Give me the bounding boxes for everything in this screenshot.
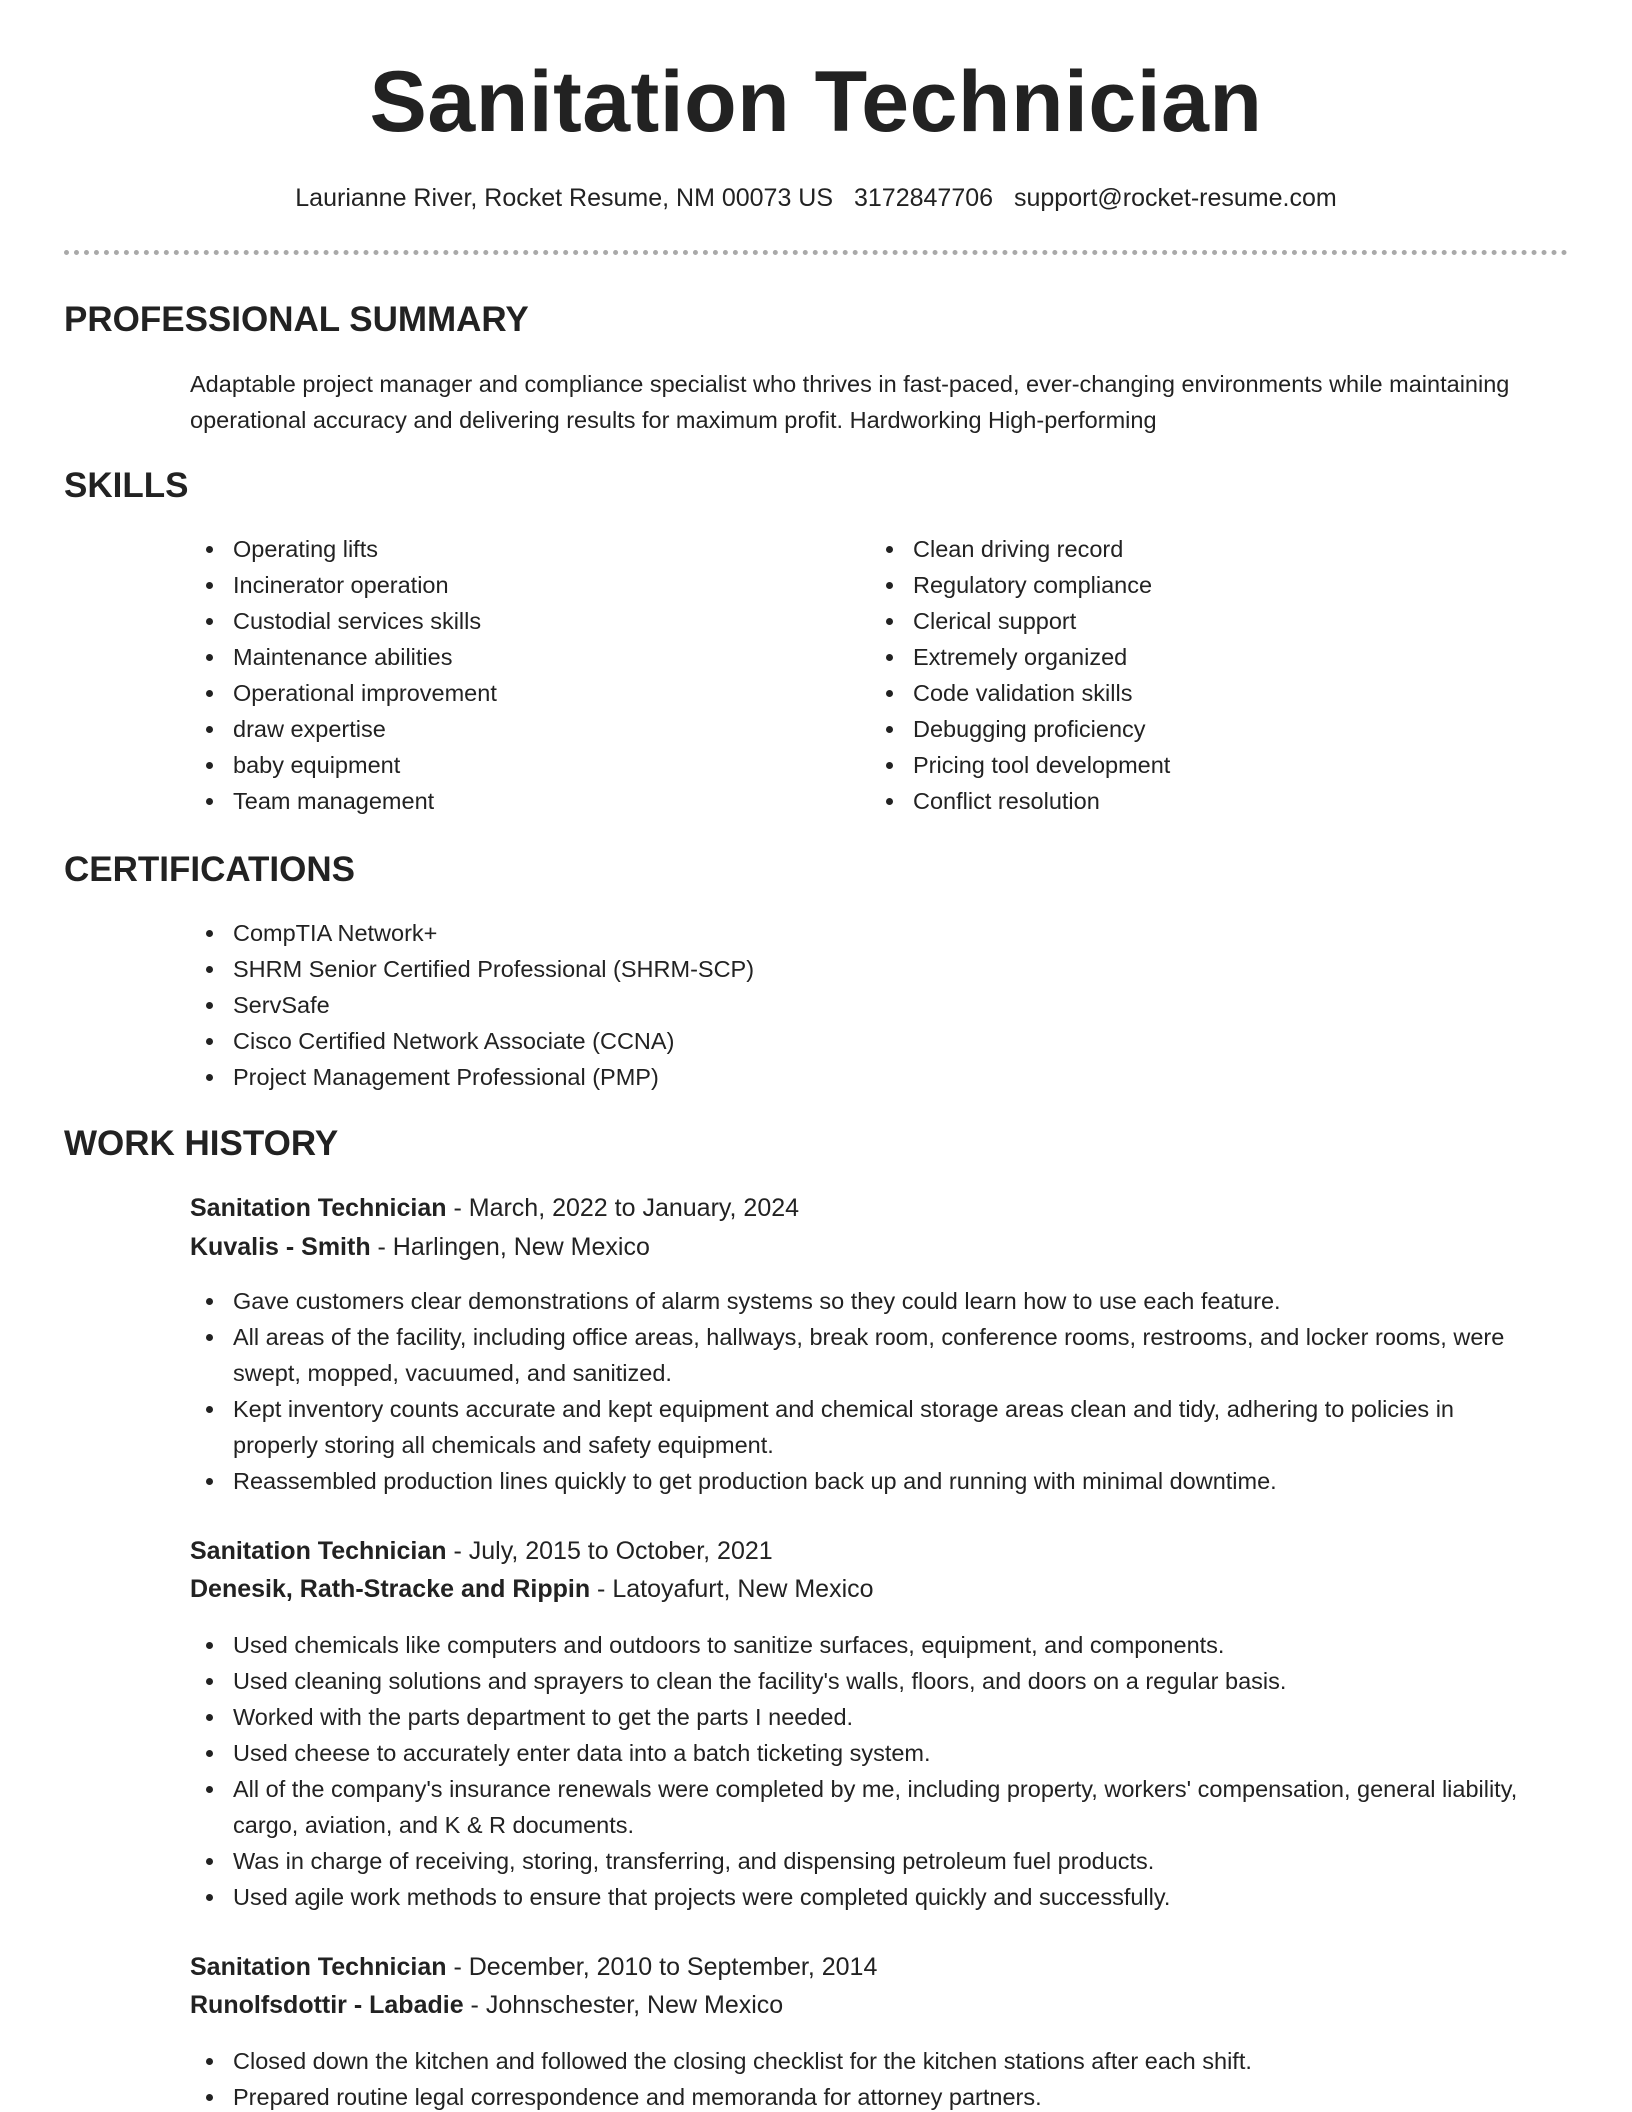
job-duty: Reassembled production lines quickly to get production back up and running with minimal downtime. — [190, 1463, 1535, 1499]
skill-item: Custodial services skills — [190, 603, 830, 639]
job-duty: Used agile work methods to ensure that projects were completed quickly and successfully. — [190, 1879, 1535, 1915]
skill-item: baby equipment — [190, 747, 830, 783]
job-duty: Used chemicals like computers and outdoors to sanitize surfaces, equipment, and components. — [190, 1627, 1535, 1663]
job-duty: Used cleaning solutions and sprayers to clean the facility's walls, floors, and doors on a regular basis. — [190, 1663, 1535, 1699]
job-duty: All of the company's insurance renewals were completed by me, including property, workers' compensation, general liability, cargo, aviation, and K & R documents. — [190, 1771, 1535, 1843]
job-location: - Latoyafurt, New Mexico — [590, 1575, 874, 1603]
job-duty: Was in charge of receiving, storing, transferring, and dispensing petroleum fuel products. — [190, 1843, 1535, 1879]
job-location: - Harlingen, New Mexico — [370, 1233, 650, 1261]
skill-item: draw expertise — [190, 711, 830, 747]
job-duty: Kept inventory counts accurate and kept equipment and chemical storage areas clean and tidy, adhering to policies in properly storing all chemicals and safety equipment. — [190, 1391, 1535, 1463]
job-title: Sanitation Technician — [190, 1537, 447, 1565]
job-duty: Closed down the kitchen and followed the closing checklist for the kitchen stations after each shift. — [190, 2043, 1535, 2079]
contact-email: support@rocket-resume.com — [1014, 184, 1337, 212]
job-company-line — [190, 1986, 783, 2024]
certification-item: Cisco Certified Network Associate (CCNA) — [190, 1023, 1530, 1059]
skill-item: Debugging proficiency — [870, 711, 1530, 747]
resume-name: Sanitation Technician — [369, 54, 1263, 150]
certification-item: SHRM Senior Certified Professional (SHRM-SCP) — [190, 951, 1530, 987]
certification-item: Project Management Professional (PMP) — [190, 1059, 1530, 1095]
skill-item: Extremely organized — [870, 639, 1530, 675]
job-duty: Worked with the parts department to get the parts I needed. — [190, 1699, 1535, 1735]
skill-item: Team management — [190, 783, 830, 819]
summary-text: Adaptable project manager and compliance specialist who thrives in fast-paced, ever-changing environments while maintaining operational accuracy and delivering results for maximum profit. Hardworking High-performing — [190, 371, 1510, 433]
job-location: - Johnschester, New Mexico — [463, 1991, 784, 2019]
job-company: Runolfsdottir - Labadie — [190, 1991, 464, 2019]
skills-list-right — [870, 531, 1530, 819]
certification-item: CompTIA Network+ — [190, 915, 1530, 951]
job-duty: Prepared routine legal correspondence and memoranda for attorney partners. — [190, 2079, 1535, 2112]
job-title: Sanitation Technician — [190, 1194, 447, 1222]
job-duty: Gave customers clear demonstrations of alarm systems so they could learn how to use each feature. — [190, 1283, 1535, 1319]
contact-phone: 3172847706 — [854, 184, 994, 212]
skill-item: Regulatory compliance — [870, 567, 1530, 603]
certification-item: ServSafe — [190, 987, 1530, 1023]
skills-list-left — [190, 531, 830, 819]
skill-item: Operational improvement — [190, 675, 830, 711]
job-title-line — [190, 1189, 799, 1227]
skill-item: Conflict resolution — [870, 783, 1530, 819]
work-history-heading: WORK HISTORY — [64, 1124, 339, 1163]
job-company-line — [190, 1228, 650, 1266]
summary-heading: PROFESSIONAL SUMMARY — [64, 300, 529, 339]
skill-item: Clean driving record — [870, 531, 1530, 567]
job-company: Denesik, Rath-Stracke and Rippin — [190, 1575, 591, 1603]
job-company-line — [190, 1570, 874, 1608]
job-dates: - March, 2022 to January, 2024 — [446, 1194, 800, 1222]
job-title: Sanitation Technician — [190, 1953, 447, 1981]
skill-item: Operating lifts — [190, 531, 830, 567]
job-title-line — [190, 1948, 877, 1986]
skill-item: Clerical support — [870, 603, 1530, 639]
job-title-line — [190, 1532, 773, 1570]
skill-item: Incinerator operation — [190, 567, 830, 603]
skill-item: Code validation skills — [870, 675, 1530, 711]
certifications-heading: CERTIFICATIONS — [64, 850, 356, 889]
job-duties-list — [190, 2043, 1535, 2112]
job-duties-list — [190, 1283, 1535, 1499]
job-dates: - December, 2010 to September, 2014 — [446, 1953, 878, 1981]
skills-heading: SKILLS — [64, 466, 189, 505]
job-duty: All areas of the facility, including office areas, hallways, break room, conference rooms, restrooms, and locker rooms, were swept, mopped, vacuumed, and sanitized. — [190, 1319, 1535, 1391]
contact-line — [0, 180, 1632, 216]
job-duty: Used cheese to accurately enter data into a batch ticketing system. — [190, 1735, 1535, 1771]
job-company: Kuvalis - Smith — [190, 1233, 371, 1261]
certifications-list — [190, 915, 1530, 1095]
header-divider — [64, 250, 1568, 255]
skill-item: Maintenance abilities — [190, 639, 830, 675]
job-duties-list — [190, 1627, 1535, 1915]
skill-item: Pricing tool development — [870, 747, 1530, 783]
contact-address: Laurianne River, Rocket Resume, NM 00073 US — [295, 184, 834, 212]
job-dates: - July, 2015 to October, 2021 — [446, 1537, 773, 1565]
